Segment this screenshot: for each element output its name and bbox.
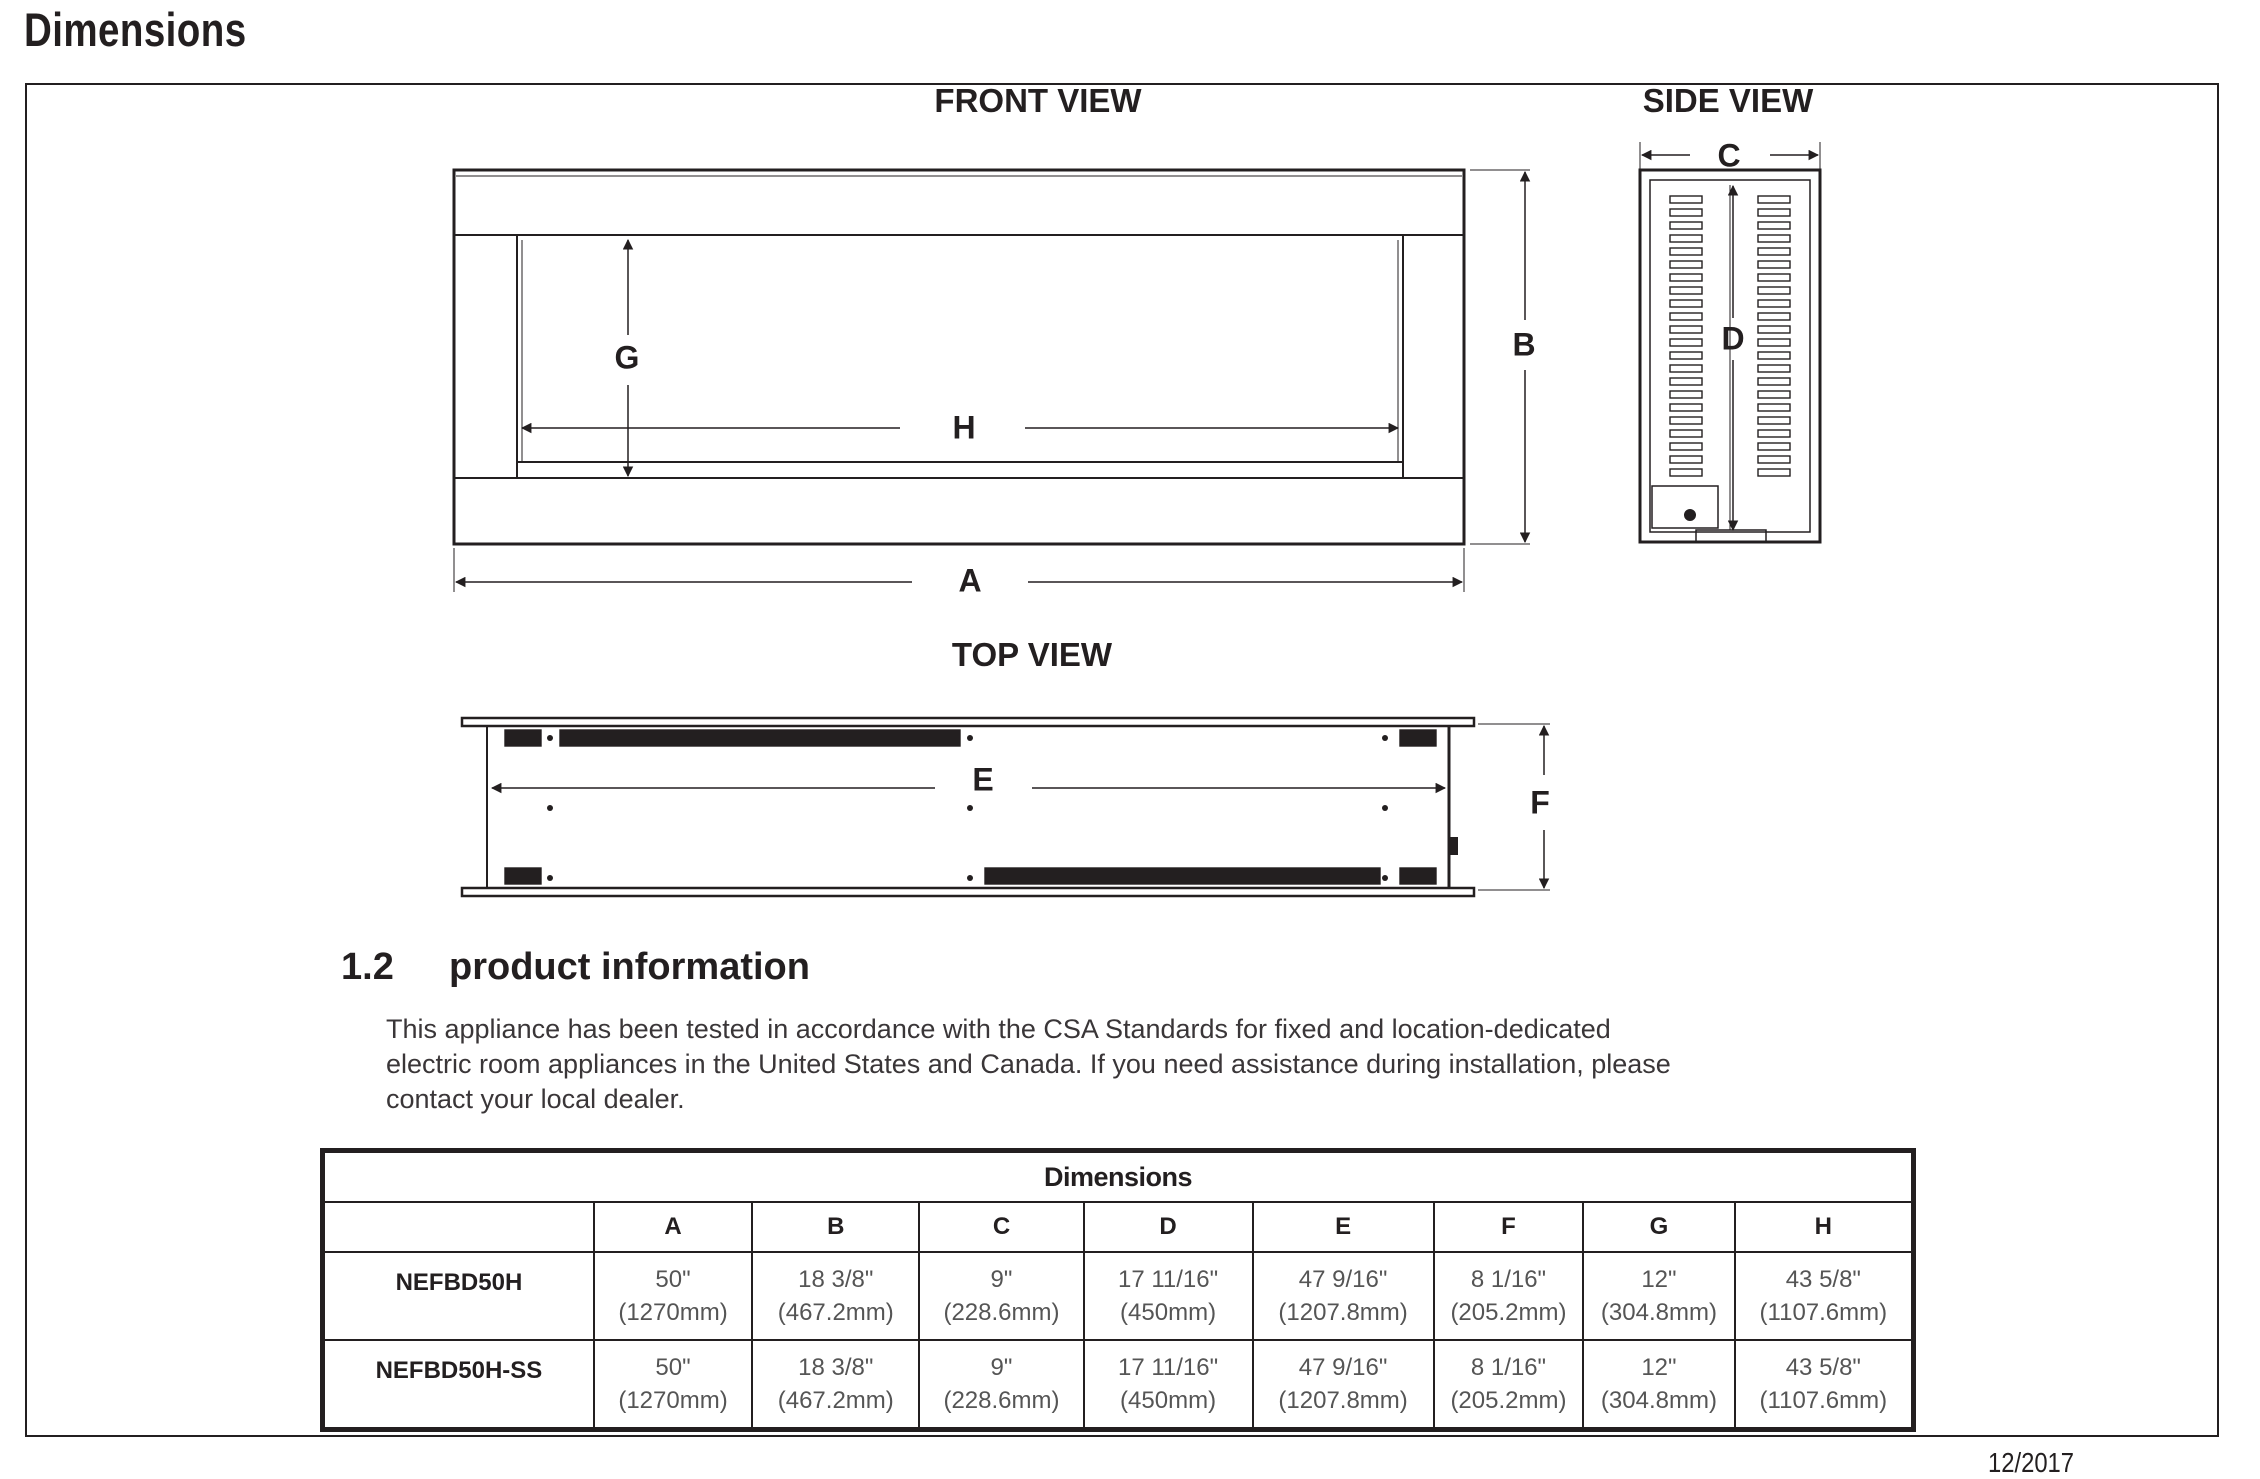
grille-bottom bbox=[985, 868, 1380, 884]
vent-slot bbox=[1670, 209, 1702, 216]
value-inches: 9" bbox=[990, 1266, 1013, 1293]
vent-slot bbox=[1758, 287, 1790, 294]
value-inches: 50" bbox=[655, 1266, 691, 1293]
dimensions-table bbox=[320, 1148, 1916, 1432]
side-view-label: SIDE VIEW bbox=[1642, 82, 1814, 119]
value-inches: 12" bbox=[1641, 1266, 1677, 1293]
vent-slot bbox=[1758, 300, 1790, 307]
top-view-label: TOP VIEW bbox=[951, 636, 1113, 673]
intro-line: This appliance has been tested in accordance with the CSA Standards for fixed and location-dedicated bbox=[386, 1014, 1611, 1044]
vent-slot bbox=[1670, 378, 1702, 385]
header-cell: F bbox=[1434, 1202, 1584, 1252]
vent-slot bbox=[1670, 430, 1702, 437]
vent-slot bbox=[1758, 417, 1790, 424]
table-row bbox=[324, 1252, 1912, 1340]
top-view-drawing bbox=[462, 718, 1550, 896]
dimension-f-label: F bbox=[1530, 784, 1550, 821]
value-inches: 50" bbox=[655, 1354, 691, 1381]
value-cell bbox=[1253, 1252, 1434, 1340]
dimension-h-label: H bbox=[952, 409, 976, 446]
intro-paragraph bbox=[386, 1012, 1846, 1117]
value-inches: 18 3/8" bbox=[798, 1266, 874, 1293]
value-inches: 8 1/16" bbox=[1470, 1354, 1547, 1381]
value-cell bbox=[752, 1252, 919, 1340]
vent-slot bbox=[1758, 261, 1790, 268]
value-mm: (304.8mm) bbox=[1600, 1387, 1717, 1414]
vent-slot bbox=[1670, 196, 1702, 203]
vent-slot bbox=[1758, 196, 1790, 203]
value-mm: (205.2mm) bbox=[1450, 1387, 1567, 1414]
dimension-g-label: G bbox=[614, 339, 640, 376]
vent-slot bbox=[1670, 443, 1702, 450]
section-title: product information bbox=[449, 946, 810, 988]
dimension-e-label: E bbox=[972, 761, 994, 798]
vent-slot bbox=[1758, 209, 1790, 216]
value-mm: (450mm) bbox=[1120, 1299, 1217, 1326]
value-mm: (1107.6mm) bbox=[1759, 1387, 1888, 1414]
dimension-a-label: A bbox=[958, 562, 982, 599]
vent-slot bbox=[1670, 248, 1702, 255]
value-cell bbox=[1583, 1252, 1734, 1340]
vent-slot bbox=[1670, 274, 1702, 281]
vent-slot bbox=[1758, 248, 1790, 255]
vent-slot bbox=[1758, 235, 1790, 242]
vent-slot bbox=[1758, 274, 1790, 281]
value-mm: (1207.8mm) bbox=[1278, 1387, 1408, 1414]
vent-slot bbox=[1670, 352, 1702, 359]
value-mm: (228.6mm) bbox=[943, 1299, 1060, 1326]
table-caption: Dimensions bbox=[324, 1152, 1912, 1202]
value-inches: 9" bbox=[990, 1354, 1013, 1381]
value-cell bbox=[1434, 1340, 1584, 1428]
value-cell bbox=[594, 1252, 752, 1340]
vent-slot bbox=[1670, 313, 1702, 320]
vent-slot bbox=[1758, 404, 1790, 411]
page-title: Dimensions bbox=[24, 3, 247, 56]
grille-end bbox=[1400, 730, 1436, 746]
header-cell: D bbox=[1084, 1202, 1253, 1252]
value-cell bbox=[1084, 1252, 1253, 1340]
dimension-c-label: C bbox=[1717, 137, 1741, 174]
grille-end bbox=[1400, 868, 1436, 884]
value-mm: (1107.6mm) bbox=[1759, 1299, 1888, 1326]
header-cell-empty bbox=[324, 1202, 594, 1252]
value-mm: (467.2mm) bbox=[777, 1387, 894, 1414]
value-cell bbox=[1084, 1340, 1253, 1428]
vent-slot bbox=[1670, 417, 1702, 424]
value-cell bbox=[1434, 1252, 1584, 1340]
vent-slot bbox=[1758, 339, 1790, 346]
vent-slot bbox=[1670, 391, 1702, 398]
vent-slot bbox=[1758, 313, 1790, 320]
dimension-d-label: D bbox=[1721, 320, 1745, 357]
value-mm: (1270mm) bbox=[618, 1299, 728, 1326]
section-heading bbox=[341, 946, 810, 989]
value-inches: 47 9/16" bbox=[1298, 1266, 1388, 1293]
vent-slot bbox=[1670, 261, 1702, 268]
vent-slot bbox=[1670, 456, 1702, 463]
value-mm: (205.2mm) bbox=[1450, 1299, 1567, 1326]
vent-slot bbox=[1758, 222, 1790, 229]
table-header-row bbox=[324, 1202, 1912, 1252]
vent-slot bbox=[1670, 365, 1702, 372]
grille-end bbox=[505, 730, 541, 746]
vent-slot bbox=[1670, 300, 1702, 307]
value-inches: 8 1/16" bbox=[1470, 1266, 1547, 1293]
intro-line: electric room appliances in the United States and Canada. If you need assistance during installation, please bbox=[386, 1049, 1671, 1079]
value-inches: 18 3/8" bbox=[798, 1354, 874, 1381]
vent-slot bbox=[1670, 326, 1702, 333]
header-cell: E bbox=[1253, 1202, 1434, 1252]
vent-slot bbox=[1758, 391, 1790, 398]
value-mm: (228.6mm) bbox=[943, 1387, 1060, 1414]
value-cell bbox=[1253, 1340, 1434, 1428]
vent-slot bbox=[1670, 287, 1702, 294]
vent-slot bbox=[1758, 326, 1790, 333]
value-cell bbox=[919, 1340, 1083, 1428]
vent-slot bbox=[1670, 235, 1702, 242]
vent-slot bbox=[1758, 378, 1790, 385]
value-mm: (304.8mm) bbox=[1600, 1299, 1717, 1326]
dimension-b-label: B bbox=[1512, 326, 1536, 363]
value-cell bbox=[594, 1340, 752, 1428]
section-number: 1.2 bbox=[341, 946, 394, 988]
value-inches: 17 11/16" bbox=[1117, 1266, 1219, 1293]
vent-slot bbox=[1758, 430, 1790, 437]
value-mm: (467.2mm) bbox=[777, 1299, 894, 1326]
value-mm: (450mm) bbox=[1120, 1387, 1217, 1414]
model-cell: NEFBD50H-SS bbox=[324, 1340, 594, 1428]
value-inches: 43 5/8" bbox=[1785, 1354, 1861, 1381]
value-inches: 12" bbox=[1641, 1354, 1677, 1381]
vent-slot bbox=[1758, 456, 1790, 463]
vent-slot bbox=[1758, 469, 1790, 476]
intro-line: contact your local dealer. bbox=[386, 1084, 685, 1114]
vent-slot bbox=[1670, 404, 1702, 411]
value-mm: (1207.8mm) bbox=[1278, 1299, 1408, 1326]
value-cell bbox=[919, 1252, 1083, 1340]
value-inches: 17 11/16" bbox=[1117, 1354, 1219, 1381]
model-cell: NEFBD50H bbox=[324, 1252, 594, 1340]
front-view-label: FRONT VIEW bbox=[934, 82, 1142, 119]
header-cell: B bbox=[752, 1202, 919, 1252]
vent-slot bbox=[1758, 443, 1790, 450]
vent-slot bbox=[1758, 365, 1790, 372]
table-row bbox=[324, 1340, 1912, 1428]
value-cell bbox=[1583, 1340, 1734, 1428]
vent-slot bbox=[1670, 469, 1702, 476]
value-cell bbox=[1735, 1252, 1912, 1340]
front-view-drawing bbox=[454, 170, 1530, 592]
value-cell bbox=[1735, 1340, 1912, 1428]
grille-end bbox=[505, 868, 541, 884]
footer-date: 12/2017 bbox=[1988, 1447, 2075, 1478]
value-mm: (1270mm) bbox=[618, 1387, 728, 1414]
header-cell: A bbox=[594, 1202, 752, 1252]
value-cell bbox=[752, 1340, 919, 1428]
grille-top bbox=[560, 730, 960, 746]
header-cell: H bbox=[1735, 1202, 1912, 1252]
vent-slot bbox=[1670, 222, 1702, 229]
header-cell: G bbox=[1583, 1202, 1734, 1252]
vent-slot bbox=[1758, 352, 1790, 359]
value-inches: 43 5/8" bbox=[1785, 1266, 1861, 1293]
header-cell: C bbox=[919, 1202, 1083, 1252]
value-inches: 47 9/16" bbox=[1298, 1354, 1388, 1381]
vent-slot bbox=[1670, 339, 1702, 346]
